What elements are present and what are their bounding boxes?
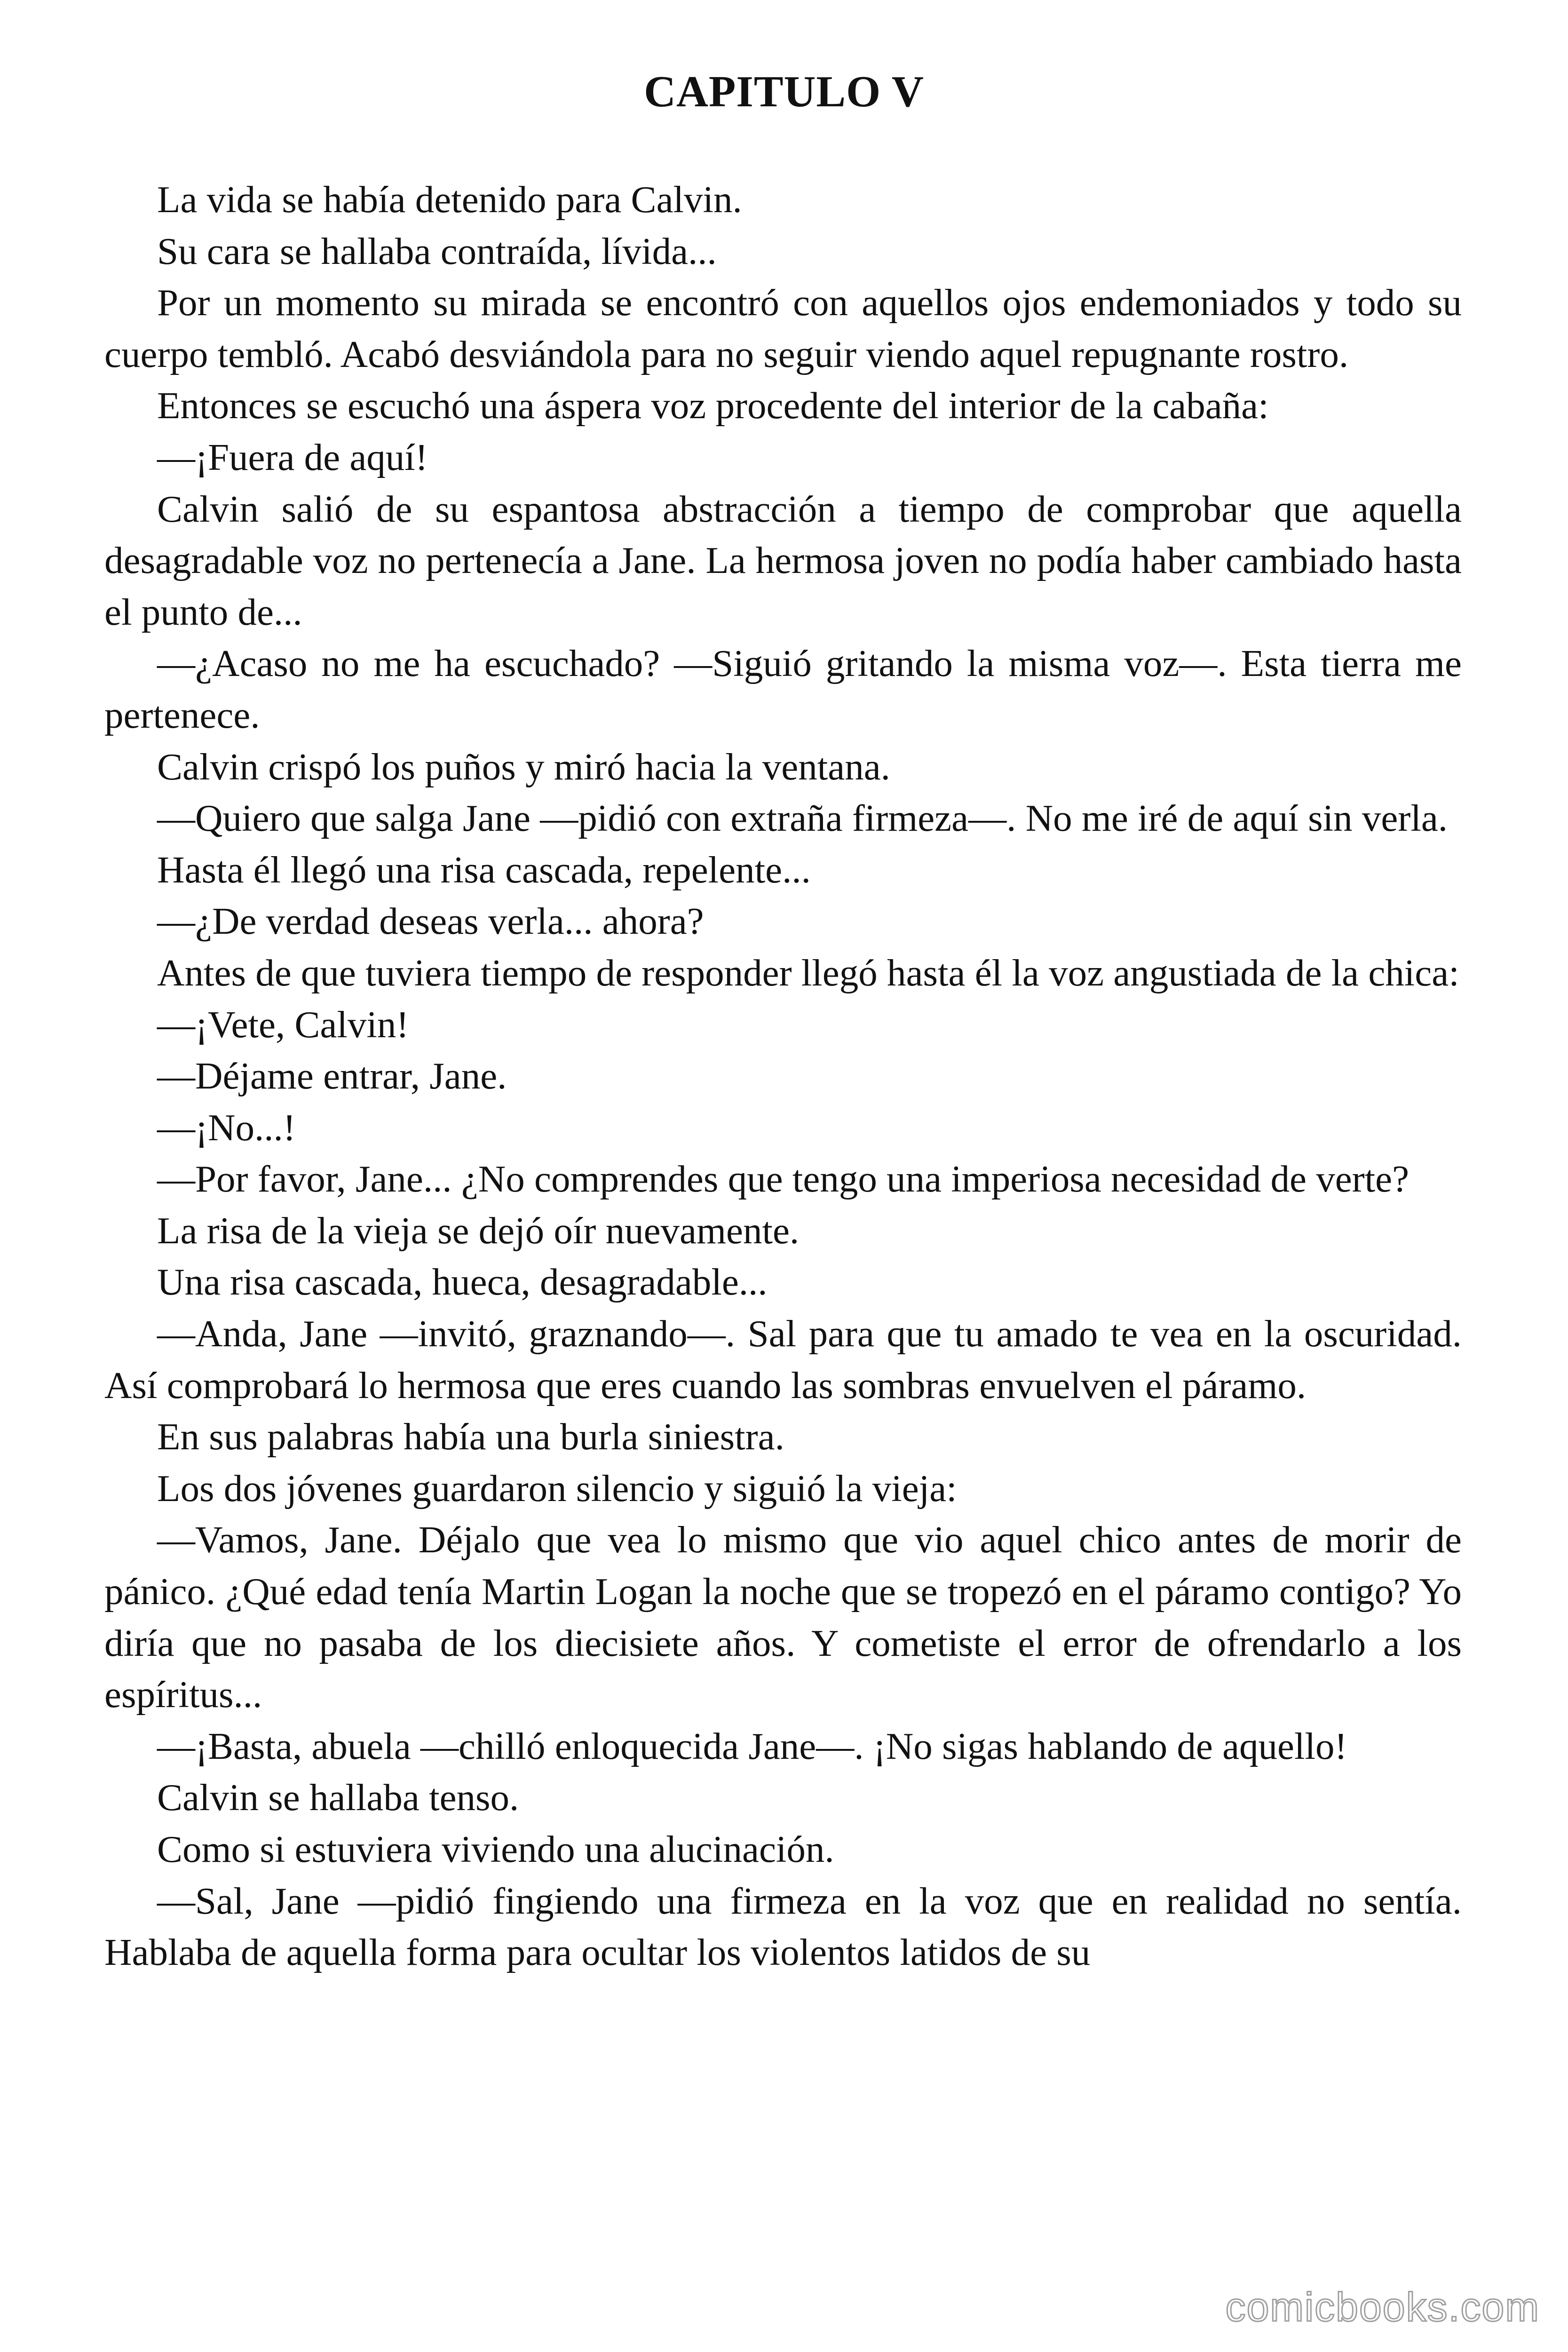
paragraph: Por un momento su mirada se encontró con aquellos ojos endemoniados y todo su cuerpo tembló. Acabó desviándola para no seguir viendo aquel repugnante rostro. — [104, 281, 1462, 375]
paragraph: —Vamos, Jane. Déjalo que vea lo mismo que vio aquel chico antes de morir de pánico. ¿Qué edad tenía Martin Logan la noche que se tropezó en el páramo contigo? Yo diría que no pasaba de los diecisiete años. Y cometiste el error de ofrendarlo a los espíritus... — [104, 1518, 1462, 1716]
paragraph: Antes de que tuviera tiempo de responder llegó hasta él la voz angustiada de la chica: — [157, 951, 1459, 994]
paragraph: Calvin se hallaba tenso. — [157, 1776, 519, 1819]
paragraph: —¡Vete, Calvin! — [157, 1003, 409, 1046]
paragraph: —¡Fuera de aquí! — [157, 436, 428, 478]
paragraph: —¿De verdad deseas verla... ahora? — [157, 900, 704, 943]
paragraph: —¡Basta, abuela —chilló enloquecida Jane—. ¡No sigas hablando de aquello! — [157, 1724, 1347, 1767]
paragraph: —Anda, Jane —invitó, graznando—. Sal para que tu amado te vea en la oscuridad. Así comprobará lo hermosa que eres cuando las sombras envuelven el páramo. — [104, 1312, 1462, 1406]
paragraph: La risa de la vieja se dejó oír nuevamente. — [157, 1209, 800, 1252]
paragraph: La vida se había detenido para Calvin. — [157, 178, 742, 221]
paragraph: Una risa cascada, hueca, desagradable... — [157, 1261, 768, 1303]
paragraph: —Déjame entrar, Jane. — [157, 1055, 507, 1097]
paragraph: Su cara se hallaba contraída, lívida... — [157, 230, 717, 272]
paragraph: Calvin salió de su espantosa abstracción a tiempo de comprobar que aquella desagradable voz no pertenecía a Jane. La hermosa joven no podía haber cambiado hasta el punto de... — [104, 487, 1462, 633]
paragraph: En sus palabras había una burla siniestra. — [157, 1415, 784, 1458]
chapter-body — [104, 174, 1462, 1979]
paragraph: Calvin crispó los puños y miró hacia la ventana. — [157, 745, 890, 788]
chapter-title: CAPITULO V — [644, 67, 924, 116]
paragraph: Como si estuviera viviendo una alucinación. — [157, 1828, 834, 1870]
paragraph: —Sal, Jane —pidió fingiendo una firmeza en la voz que en realidad no sentía. Hablaba de aquella forma para ocultar los violentos latidos de su — [104, 1879, 1462, 1974]
watermark: comicbooks.com — [1225, 2285, 1540, 2330]
paragraph: —Por favor, Jane... ¿No comprendes que tengo una imperiosa necesidad de verte? — [157, 1158, 1410, 1200]
paragraph: Hasta él llegó una risa cascada, repelente... — [157, 848, 811, 891]
paragraph: —¡No...! — [157, 1106, 296, 1149]
paragraph: —¿Acaso no me ha escuchado? —Siguió gritando la misma voz—. Esta tierra me pertenece. — [104, 642, 1462, 736]
paragraph: Entonces se escuchó una áspera voz procedente del interior de la cabaña: — [157, 384, 1269, 427]
paragraph: —Quiero que salga Jane —pidió con extraña firmeza—. No me iré de aquí sin verla. — [157, 797, 1448, 840]
paragraph: Los dos jóvenes guardaron silencio y siguió la vieja: — [157, 1467, 957, 1510]
